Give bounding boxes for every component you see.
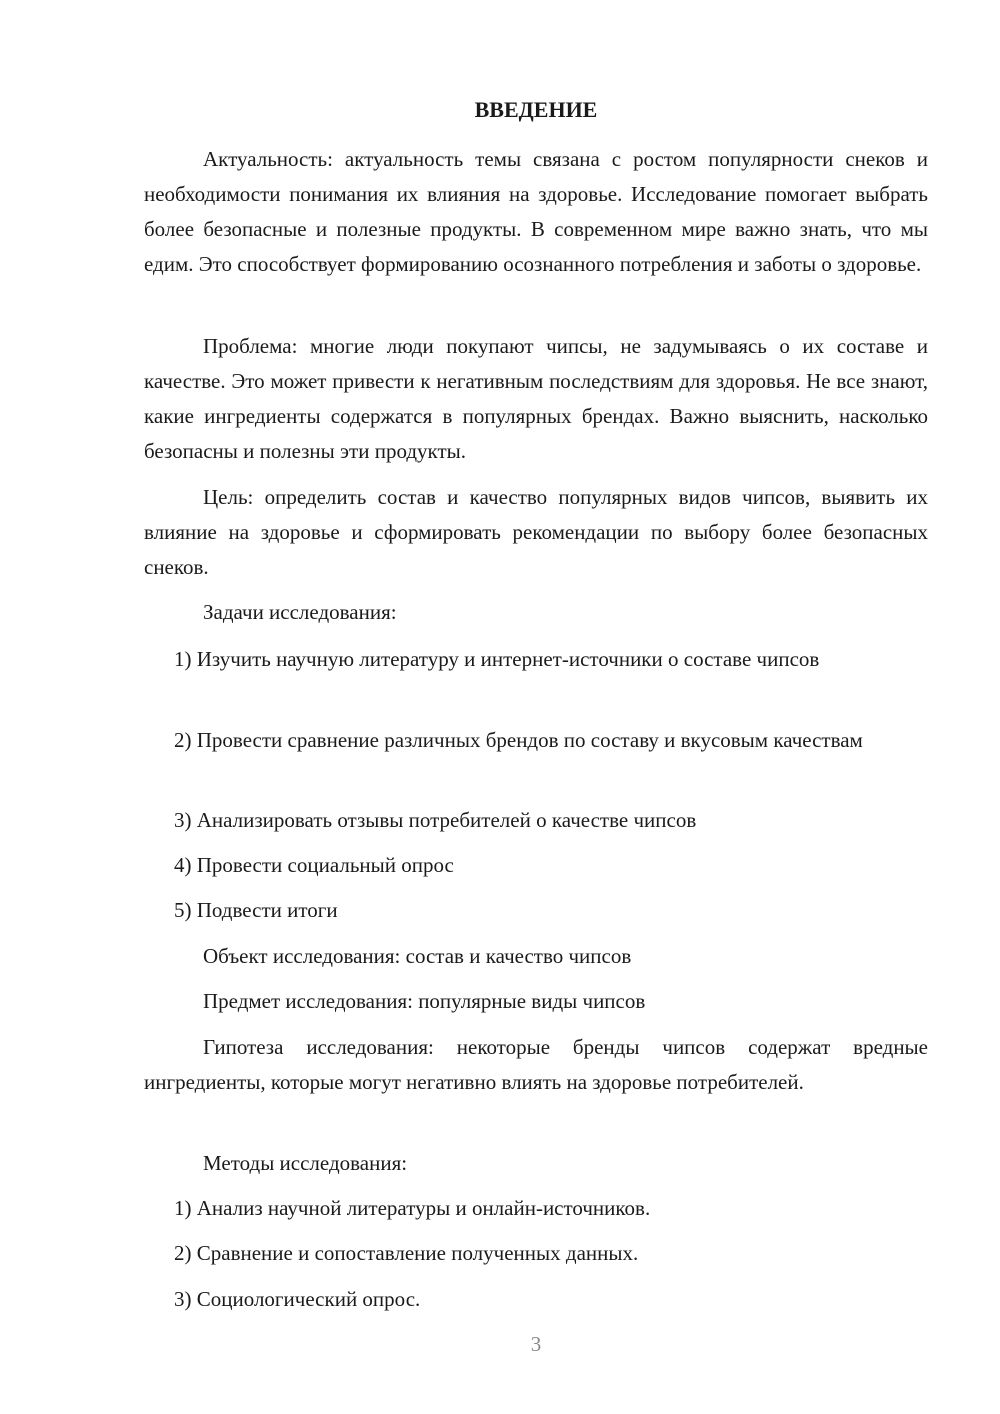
section-title: ВВЕДЕНИЕ xyxy=(474,97,598,122)
task-item-4: 4) Провести социальный опрос xyxy=(174,853,454,877)
hypothesis-paragraph: Гипотеза исследования: некоторые бренды чипсов содержат вредные ингредиенты, которые могут негативно влиять на здоровье потребителей. xyxy=(144,1035,928,1094)
task-item-3: 3) Анализировать отзывы потребителей о качестве чипсов xyxy=(174,808,697,832)
document-page xyxy=(144,0,928,1414)
tasks-heading: Задачи исследования: xyxy=(203,600,397,624)
method-item-3: 3) Социологический опрос. xyxy=(174,1287,421,1311)
task-item-2: 2) Провести сравнение различных брендов по составу и вкусовым качествам xyxy=(174,728,863,752)
goal-paragraph: Цель: определить состав и качество популярных видов чипсов, выявить их влияние на здоровье и сформировать рекомендации по выбору более безопасных снеков. xyxy=(144,485,928,579)
subject-paragraph: Предмет исследования: популярные виды чипсов xyxy=(203,989,646,1013)
page-number: 3 xyxy=(530,1332,542,1356)
relevance-paragraph: Актуальность: актуальность темы связана с ростом популярности снеков и необходимости понимания их влияния на здоровье. Исследование помогает выбрать более безопасные и полезные продукты. В современном мире важно знать, что мы едим. Это способствует формированию осознанного потребления и заботы о здоровье. xyxy=(144,147,928,276)
object-paragraph: Объект исследования: состав и качество чипсов xyxy=(203,944,632,968)
method-item-1: 1) Анализ научной литературы и онлайн-источников. xyxy=(174,1196,651,1220)
task-item-5: 5) Подвести итоги xyxy=(174,898,338,922)
methods-heading: Методы исследования: xyxy=(203,1151,408,1175)
method-item-2: 2) Сравнение и сопоставление полученных данных. xyxy=(174,1241,639,1265)
task-item-1: 1) Изучить научную литературу и интернет-источники о составе чипсов xyxy=(174,647,820,671)
problem-paragraph: Проблема: многие люди покупают чипсы, не задумываясь о их составе и качестве. Это может привести к негативным последствиям для здоровья. Не все знают, какие ингредиенты содержатся в популярных брендах. Важно выяснить, насколько безопасны и полезны эти продукты. xyxy=(144,334,928,463)
